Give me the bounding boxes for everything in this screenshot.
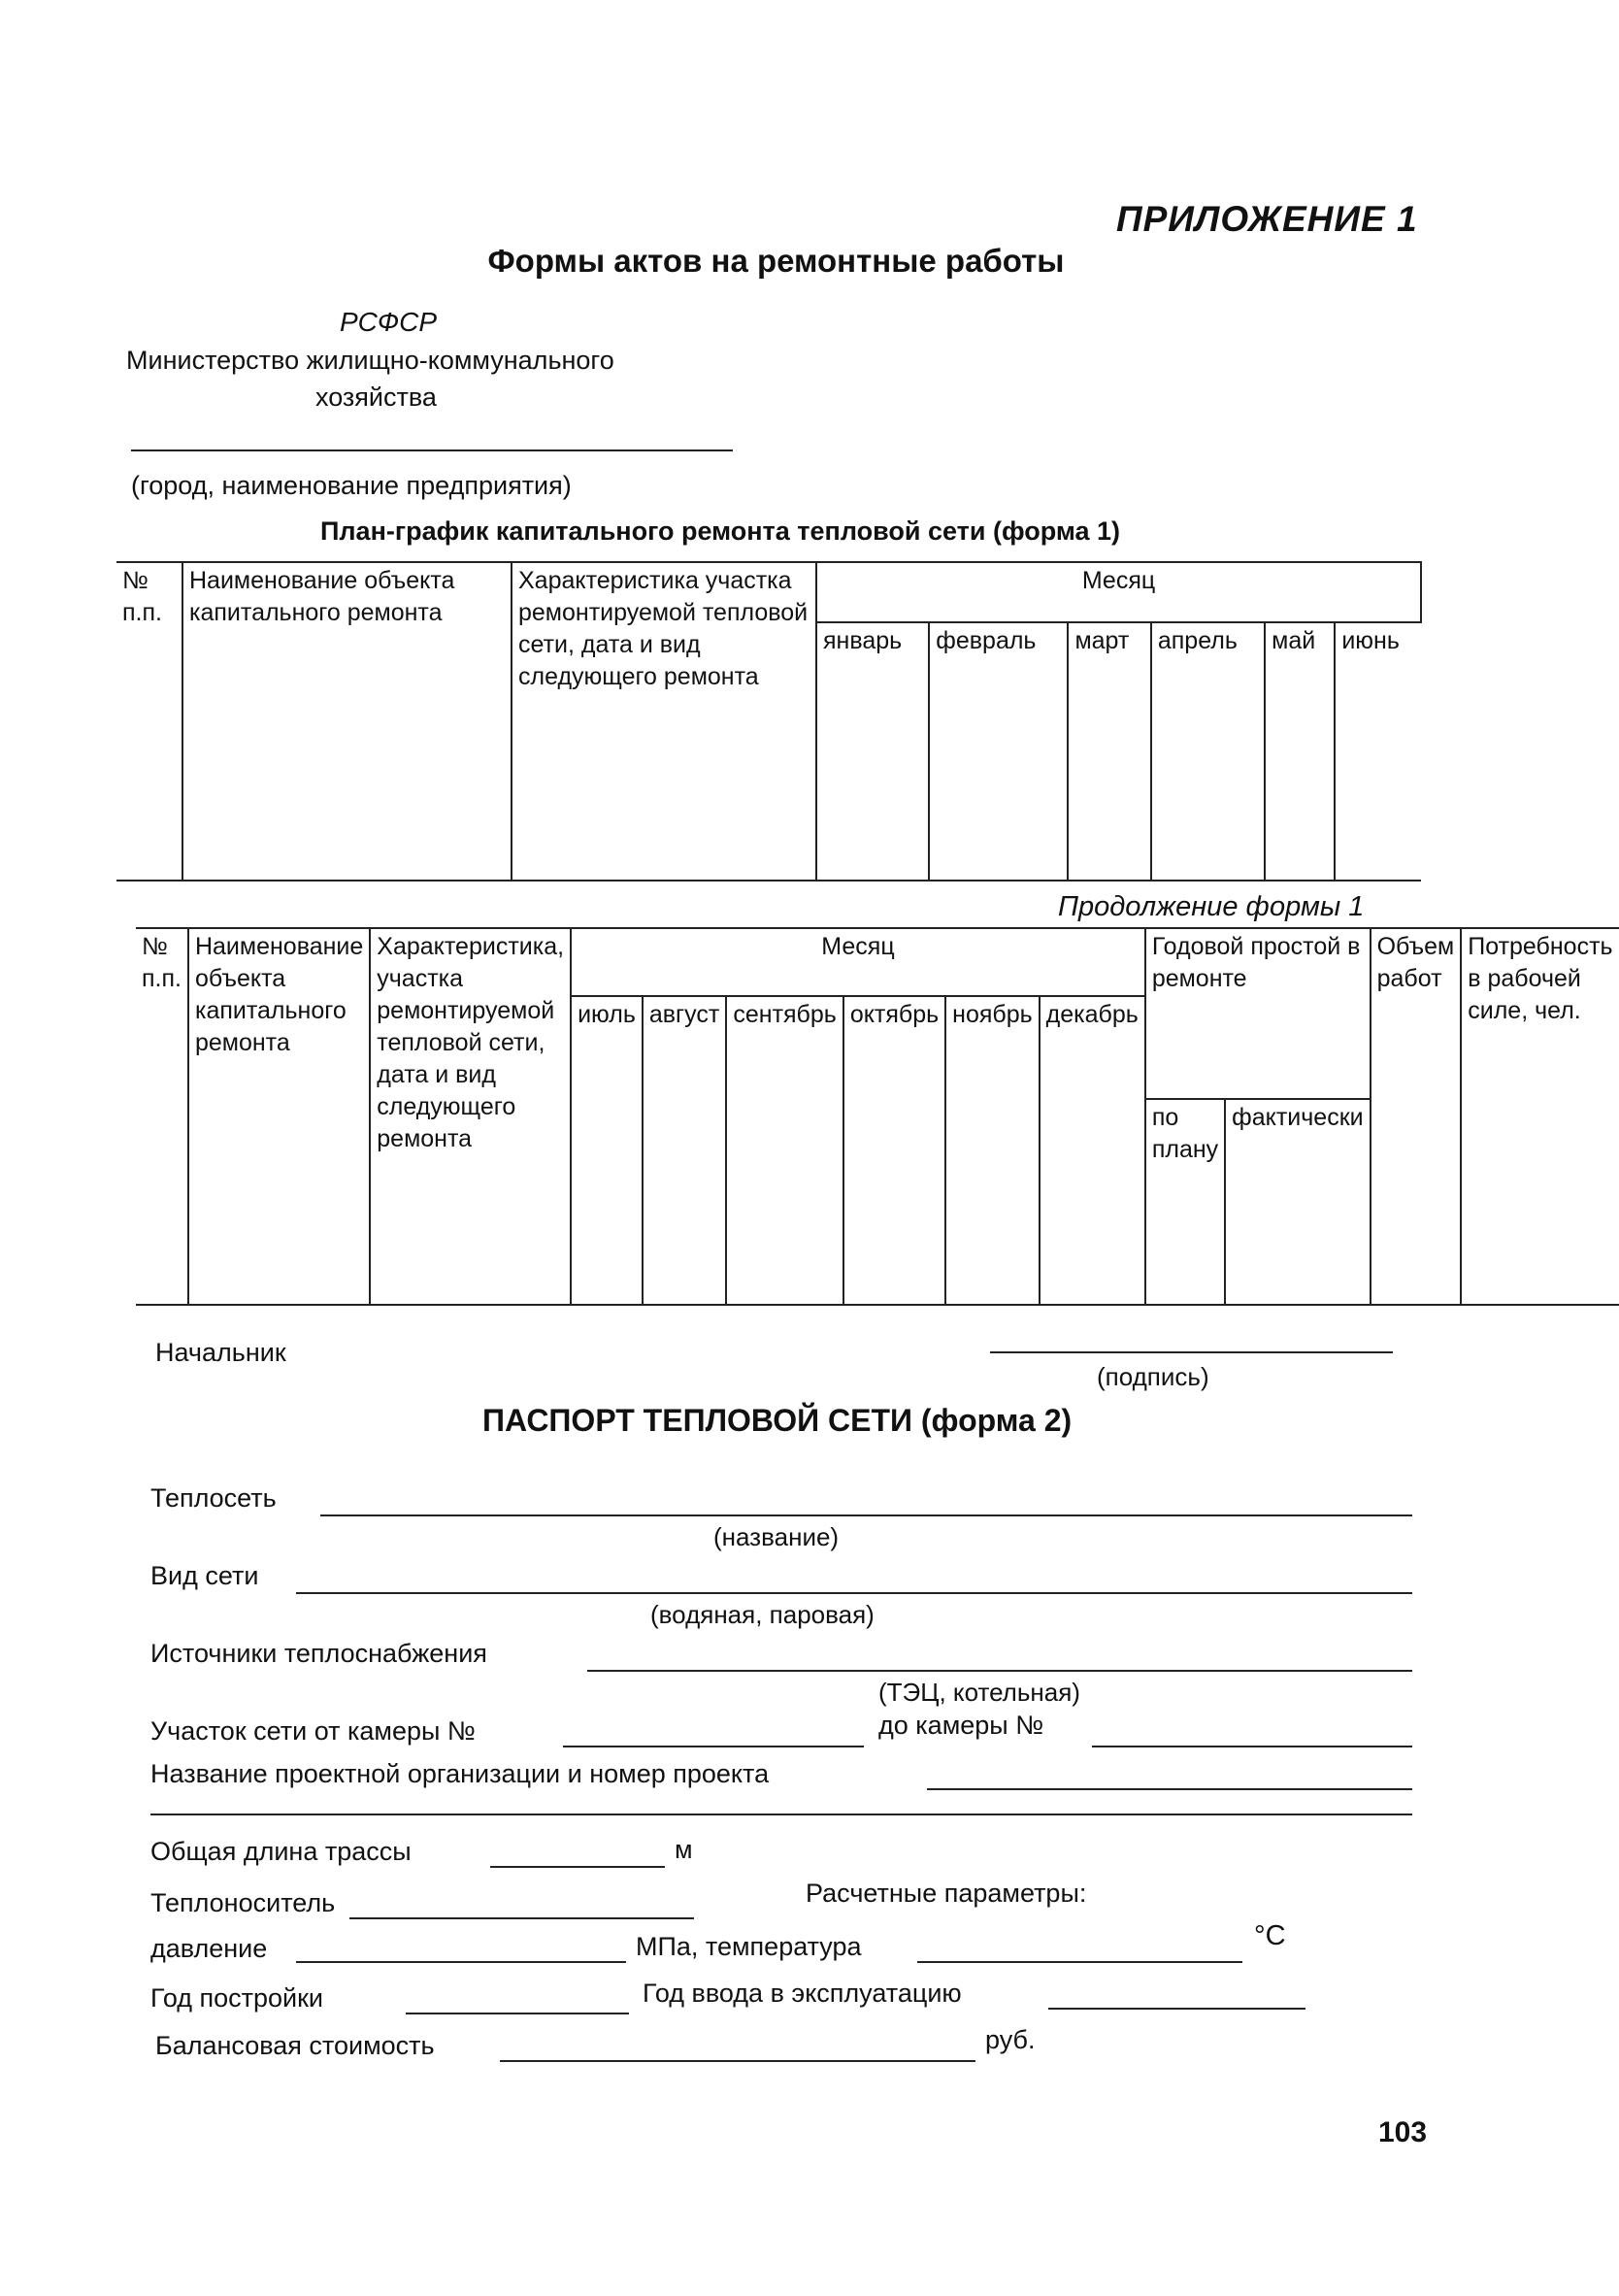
form1-col-char: Характеристика участка ремонтируемой тепловой сети, дата и вид следующего ремонта: [512, 562, 816, 881]
ministry-line-1: Министерство жилищно-коммунального: [126, 346, 614, 375]
length-line: [490, 1866, 665, 1868]
form1-cont-col-labor: Потребность в рабочей силе, чел.: [1461, 928, 1618, 1305]
form1-table: [116, 561, 1422, 882]
carrier-line: [349, 1917, 694, 1919]
form1-col-num: № п.п.: [116, 562, 182, 881]
temperature-unit: °С: [1254, 1920, 1286, 1951]
to-chamber-label: до камеры №: [878, 1711, 1044, 1740]
source-line: [587, 1670, 1412, 1672]
form1-cont-col-fact: фактически: [1225, 1099, 1370, 1305]
form1-cont-col-num: № п.п.: [136, 928, 188, 1305]
network-line: [320, 1514, 1412, 1516]
form1-cont-month-cell: сентябрь: [726, 996, 843, 1305]
design-org-line-2: [150, 1814, 1412, 1815]
chief-label: Начальник: [155, 1338, 286, 1367]
book-value-line: [500, 2060, 975, 2062]
form1-month-cell: февраль: [929, 622, 1068, 881]
form1-col-name: Наименование объекта капитального ремонта: [182, 562, 512, 881]
form1-cont-col-volume: Объем работ: [1371, 928, 1462, 1305]
design-org-line: [927, 1788, 1412, 1790]
form1-cont-month-cell: август: [643, 996, 726, 1305]
form1-month-cell: март: [1068, 622, 1150, 881]
form1-title: План-график капитального ремонта тепловой сети (форма 1): [320, 516, 1120, 546]
pressure-line: [296, 1961, 626, 1963]
book-value-unit: руб.: [985, 2025, 1036, 2054]
book-value-label: Балансовая стоимость: [155, 2031, 435, 2060]
form2-title: ПАСПОРТ ТЕПЛОВОЙ СЕТИ (форма 2): [482, 1403, 1073, 1438]
pressure-label: давление: [150, 1934, 268, 1963]
form1-month-cell: январь: [816, 622, 929, 881]
appendix-label: ПРИЛОЖЕНИЕ 1: [1116, 199, 1418, 239]
city-fill-line: [131, 449, 733, 451]
form1-cont-month-cell: июль: [571, 996, 643, 1305]
temperature-line: [917, 1961, 1242, 1963]
network-label: Теплосеть: [150, 1483, 277, 1513]
type-hint: (водяная, паровая): [650, 1600, 875, 1629]
pressure-unit: МПа, температура: [636, 1932, 862, 1961]
to-chamber-line: [1092, 1746, 1412, 1747]
page-title: Формы актов на ремонтные работы: [487, 243, 1065, 279]
length-unit: м: [675, 1835, 693, 1864]
form1-cont-col-downtime: Годовой простой в ремонте: [1145, 928, 1371, 1099]
page-number: 103: [1378, 2116, 1428, 2148]
form1-cont-col-name: Наименование объекта капитального ремонта: [188, 928, 370, 1305]
year-commissioned-label: Год ввода в эксплуатацию: [643, 1979, 962, 2008]
form1-cont-month-cell: ноябрь: [945, 996, 1040, 1305]
network-hint: (название): [713, 1522, 840, 1551]
section-label: Участок сети от камеры №: [150, 1716, 476, 1746]
form1-cont-month-cell: октябрь: [843, 996, 945, 1305]
form1-cont-month-cell: декабрь: [1040, 996, 1145, 1305]
signature-caption: (подпись): [1097, 1362, 1209, 1391]
year-built-line: [406, 2013, 629, 2014]
form1-cont-col-char: Характеристика, участка ремонтируемой тепловой сети, дата и вид следующего ремонта: [370, 928, 571, 1305]
form1-month-cell: июнь: [1335, 622, 1421, 881]
form1-month-cell: апрель: [1151, 622, 1265, 881]
ministry-block: [126, 342, 757, 416]
form1-cont-col-plan: по плану: [1145, 1099, 1225, 1305]
design-org-label: Название проектной организации и номер проекта: [150, 1759, 770, 1788]
rsfsr-label: РСФСР: [340, 307, 438, 337]
ministry-line-2: хозяйства: [315, 383, 437, 412]
type-label: Вид сети: [150, 1561, 259, 1590]
form1-month-cell: май: [1265, 622, 1335, 881]
form1-cont-col-month: Месяц: [571, 928, 1145, 996]
year-commissioned-line: [1048, 2008, 1305, 2010]
carrier-label: Теплоноситель: [150, 1888, 336, 1917]
design-params-label: Расчетные параметры:: [806, 1879, 1087, 1908]
type-line: [296, 1592, 1412, 1594]
form1-col-month: Месяц: [816, 562, 1421, 622]
source-label: Источники теплоснабжения: [150, 1639, 487, 1668]
form1-cont-table: [136, 927, 1619, 1306]
year-built-label: Год постройки: [150, 1983, 324, 2013]
source-hint: (ТЭЦ, котельная): [878, 1678, 1080, 1707]
length-label: Общая длина трассы: [150, 1837, 412, 1866]
signature-line: [990, 1351, 1393, 1353]
section-line: [563, 1746, 864, 1747]
city-caption: (город, наименование предприятия): [131, 471, 572, 500]
form1-cont-title: Продолжение формы 1: [1058, 891, 1365, 922]
